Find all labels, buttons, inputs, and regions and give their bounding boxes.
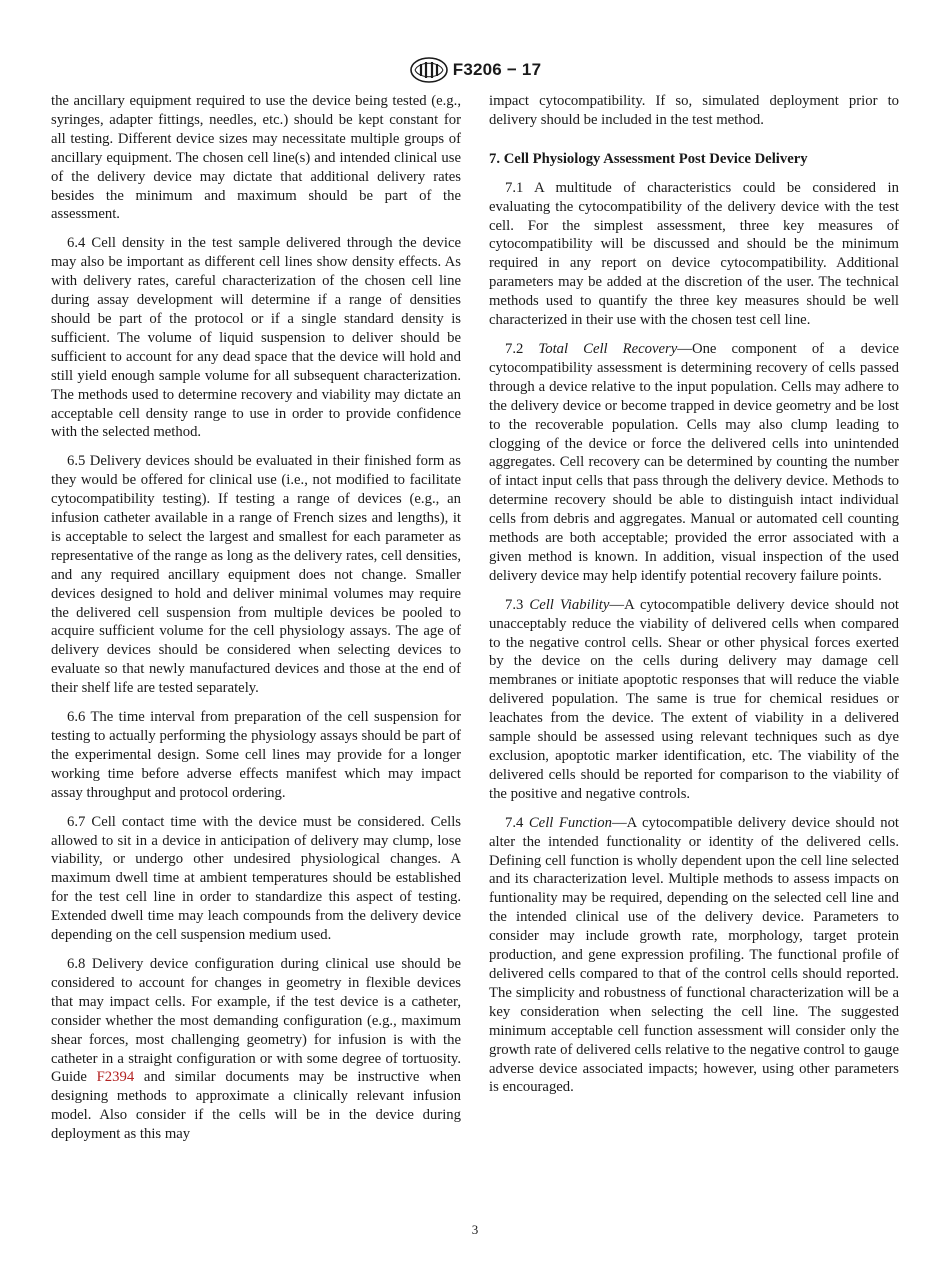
paragraph-7-4: [489, 814, 899, 1098]
paragraph-6-7: 6.7 Cell contact time with the device must be considered. Cells allowed to sit in a device in anticipation of delivery may clump, lose viability, or undergo other undesired physiological changes. A maximum dwell time at ambient temperatures should be established for the test cell line in order to standardize this aspect of testing. Extended dwell time may leach compounds from the delivery device depending on the cell suspension medium used.: [51, 813, 461, 944]
paragraph-7-4-text: —A cytocompatible delivery device should not alter the intended functionality or identity of the delivered cells. Defining cell function is wholly dependent upon the cell line selected and its characterization level. Multiple methods to assess impacts on funtionality may be required, depending on the selected cell line and the intended clinical use of the delivery device. Parameters to consider may include growth rate, morphology, target protein production, and gene expression profiling. The functional profile of delivered cells compared to that of the control cells should reported. The simplicity and robustness of functional characterization will be a key consideration when selecting the cell line. The suggested minimum acceptable cell function assessment will consider only the growth rate of delivered cells relative to the negative control to gauge adverse device associated impacts; however, using other parameters is encouraged.: [489, 814, 899, 1096]
paragraph-7-3-text: —A cytocompatible delivery device should not unacceptably reduce the viability of delivered cells when compared to the negative control cells. Shear or other physical forces exerted by the device on the cells during delivery may damage cell membranes or initiate apoptotic responses that will reduce the viable delivered population. The same is true for chemical residues or leachates from the device. The extent of viability in a delivered sample should be assessed using relevant techniques such as dye exclusion, apoptotic marker identification, etc. The viability of the delivered cells should be reported for comparison to the viability of the positive and negative controls.: [489, 596, 900, 802]
paragraph-7-2: [489, 340, 899, 586]
paragraph-6-6: 6.6 The time interval from preparation of the cell suspension for testing to actually performing the physiology assays should be part of the experimental design. Some cell lines may provide for a longer working time before adverse effects manifest which may impact assay throughput and protocol ordering.: [51, 709, 461, 801]
term-total-cell-recovery: Total Cell Recovery: [538, 340, 678, 357]
section-7-heading: 7. Cell Physiology Assessment Post Device Delivery: [489, 150, 808, 167]
term-cell-function: Cell Function: [528, 814, 612, 831]
term-cell-viability: Cell Viability: [529, 596, 610, 613]
paragraph-7-2-number: 7.2: [505, 340, 539, 357]
document-id: F3206 − 17: [452, 60, 542, 79]
paragraph-continued-right: impact cytocompatibility. If so, simulated deployment prior to delivery should be included in the test method.: [489, 93, 899, 128]
paragraph-7-2-text: —One component of a device cytocompatibility assessment is determining recovery of cells passed through a device relative to the input population. Cells may adhere to the delivery device or become trapped in device geometry and be lost to the recoverable population. Cells may also clump leading to clogging of the device or force the delivered cells into unintended aggregates. Cell recovery can be determined by counting the number of intact input cells that pass through the delivery device. Methods to determine recovery should be able to distinguish intact individual cells from debris and aggregates. Manual or automated cell counting methods are both acceptable; provided the error associated with a given method is known. In addition, visual inspection of the used delivery device may help identify potential recovery failure points.: [489, 340, 900, 584]
page-header: [0, 56, 950, 84]
paragraph-6-8: [51, 955, 461, 1144]
paragraph-continued: the ancillary equipment required to use the device being tested (e.g., syringes, adapter fittings, needles, etc.) should be kept constant for all testing. Different device sizes may necessitate multiple groups of ancillary equipment. The chosen cell line(s) and intended clinical use of the delivery device may dictate that additional delivery rates besides the minimum and maximum should be part of the assessment.: [51, 93, 461, 223]
paragraph-6-8-text-a: 6.8 Delivery device configuration during clinical use should be considered to account for changes in geometry in flexible devices that may impact cells. For example, if the test device is a catheter, consider whether the most demanding configuration (e.g., maximum shear forces, most challenging geometry) for infusion is with the catheter in a straight configuration or with some degree of tortuosity. Guide: [51, 955, 461, 1086]
paragraph-7-3: [489, 596, 899, 804]
paragraph-7-4-number: 7.4: [505, 814, 529, 831]
paragraph-7-3-number: 7.3: [505, 596, 530, 613]
page-number: 3: [471, 1222, 479, 1237]
paragraph-6-5: 6.5 Delivery devices should be evaluated in their finished form as they would be offered for clinical use (i.e., not modified to facilitate cytocompatibility testing). If testing a range of devices (e.g., an infusion catheter available in a range of French sizes and lengths), it is acceptable to select the largest and smallest for each parameter as representative of the range as long as the delivery rates, cell densities, and any required ancillary equipment does not change. Smaller devices designed to hold and deliver minimal volumes may require the delivered cell suspension from multiple devices be pooled to acquire sufficient volume for the cell physiology assays. The age of delivery devices should be considered when selecting devices to evaluate so that newly manufactured devices and those at the end of their shelf life are tested separately.: [51, 453, 461, 697]
paragraph-6-4: 6.4 Cell density in the test sample delivered through the device may also be important as different cell lines show density effects. As with delivery rates, careful characterization of the chosen cell line during assay development will determine if a range of densities should be part of the protocol or if a single standard density is sufficient. The volume of liquid suspension to deliver should be sufficient to account for any dead space that the device will hold and still yield enough sample volume for all subsequent characterization. The methods used to determine recovery and viability may dictate an acceptable cell density range to use in order to provide confidence with the selected method.: [51, 235, 461, 441]
astm-logo-icon: [409, 57, 449, 83]
left-column: [51, 92, 461, 1154]
paragraph-7-1: 7.1 A multitude of characteristics could be considered in evaluating the cytocompatibility of the delivery device with the test cell. For the simplest assessment, three key measures of cytocompatibility will be discussed and should be the minimum required in any report on device cytocompatibility. Additional parameters may be added at the discretion of the user. The technical methods used to quantify the three key measures should be well characterized in their use with the chosen test cell line.: [489, 179, 899, 329]
paragraph-6-8-text-b: and similar documents may be instructive when designing methods to approximate a clinically relevant infusion model. Also consider if the cells will be in the device during deployment as this may: [51, 1069, 461, 1143]
f2394-link[interactable]: F2394: [96, 1069, 135, 1086]
right-column: [489, 92, 899, 1107]
